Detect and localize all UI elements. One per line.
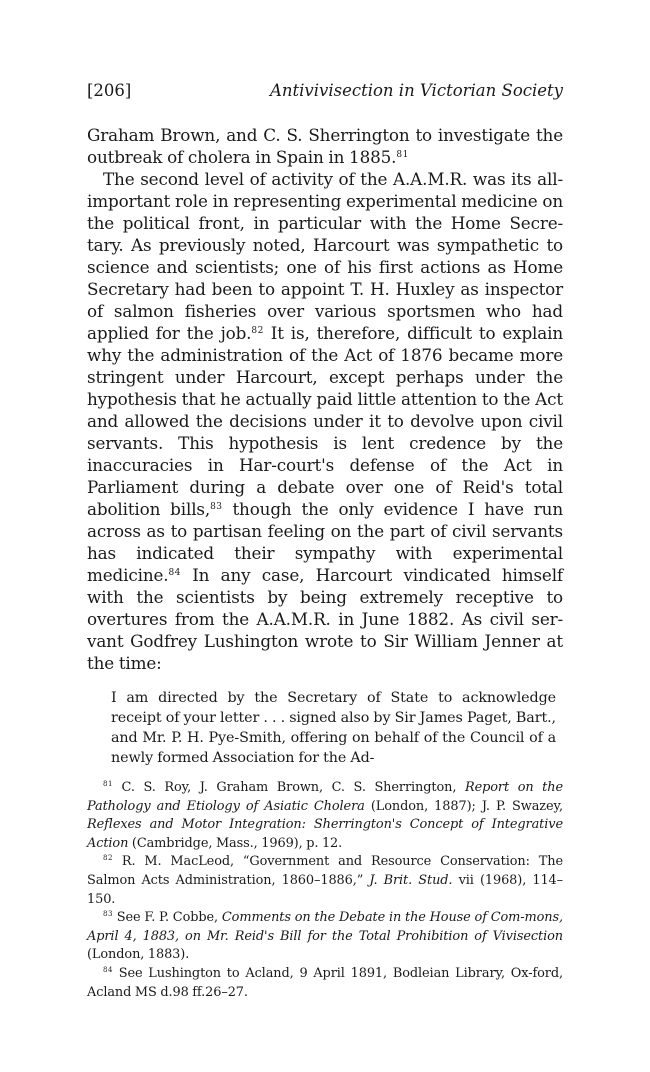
footnotes — [87, 779, 563, 1002]
footnote-83 — [87, 909, 563, 965]
block-quote — [111, 688, 556, 768]
footnote-84 — [87, 965, 563, 1002]
footnote-ref-82: 82 — [251, 326, 264, 336]
paragraph-text: though the only evidence I have run across as to partisan feeling on the part of civil servants has indicated their sympathy with experimental medicine. — [87, 499, 563, 585]
footnote-number: 83 — [103, 910, 113, 919]
page-number: [206] — [87, 81, 132, 100]
footnote-title: Report on the Pathology and Etiology of Asiatic Cholera — [87, 780, 563, 814]
footnote-title: Reflexes and Motor Integration: Sherrington's Concept of Integrative Action — [87, 817, 563, 851]
footnote-82 — [87, 853, 563, 909]
paragraph-text: Graham Brown, and C. S. Sherrington to investigate the outbreak of cholera in Spain in 1885. — [87, 125, 563, 167]
footnote-text: (London, 1887); J. P. Swazey, — [364, 798, 563, 814]
footnote-text: vii (1968), 114–150. — [87, 872, 563, 907]
footnote-text: R. M. MacLeod, “Government and Resource Conservation: The Salmon Acts Administration, 1860–1886,” — [87, 854, 563, 888]
footnote-ref-84: 84 — [168, 568, 181, 578]
footnote-number: 84 — [103, 965, 113, 974]
footnote-ref-83: 83 — [210, 502, 223, 512]
footnote-text: See F. P. Cobbe, — [112, 910, 222, 926]
footnote-text: (Cambridge, Mass., 1969), p. 12. — [128, 835, 343, 851]
footnote-title: Comments on the Debate in the House of Com-mons, April 4, 1883, on Mr. Reid's Bill for the Total Prohibition of Vivisection — [87, 910, 563, 944]
footnote-number: 82 — [103, 854, 113, 863]
running-title: Antivivisection in Victorian Society — [269, 81, 563, 100]
running-header — [87, 80, 563, 102]
paragraph-aamr-political-front — [87, 168, 563, 674]
footnote-text: C. S. Roy, J. Graham Brown, C. S. Sherrington, — [112, 780, 465, 795]
footnote-81 — [87, 779, 563, 853]
footnote-number: 81 — [103, 780, 113, 788]
paragraph-text: The second level of activity of the A.A.M.R. was its all-important role in representing experimental medicine on the political front, in particular with the Home Secre-tary. As previously noted, Harcourt was sympathetic to science and scientists; one of his first actions as Home Secretary had been to appoint T. H. Huxley as inspector of salmon fisheries over various sportsmen who had applied for the job. — [87, 169, 563, 343]
footnote-text: See Lushington to Acland, 9 April 1891, Bodleian Library, Ox-ford, Acland MS d.98 ff.26–27. — [87, 965, 563, 1000]
footnote-journal: J. Brit. Stud. — [369, 872, 453, 888]
quote-text: I am directed by the Secretary of State to acknowledge receipt of your letter . . . signed also by Sir James Paget, Bart., and Mr. P. H. Pye-Smith, offering on behalf of the Council of a newly formed Association for the Ad- — [111, 690, 556, 766]
paragraph-text: In any case, Harcourt vindicated himself with the scientists by being extremely receptive to overtures from the A.A.M.R. in June 1882. As civil ser-vant Godfrey Lushington wrote to Sir William Jenner at the time: — [87, 565, 563, 673]
paragraph-continued — [87, 124, 563, 168]
main-text — [87, 124, 563, 674]
footnote-ref-81: 81 — [396, 150, 409, 160]
footnote-text: (London, 1883). — [87, 947, 190, 963]
book-page — [87, 80, 563, 1002]
paragraph-text: It is, therefore, difficult to explain why the administration of the Act of 1876 became more stringent under Harcourt, except perhaps under the hypothesis that he actually paid little attention to the Act and allowed the decisions under it to devolve upon civil servants. This hypothesis is lent credence by the inaccuracies in Har-court's defense of the Act in Parliament during a debate over one of Reid's total abolition bills, — [87, 323, 563, 519]
